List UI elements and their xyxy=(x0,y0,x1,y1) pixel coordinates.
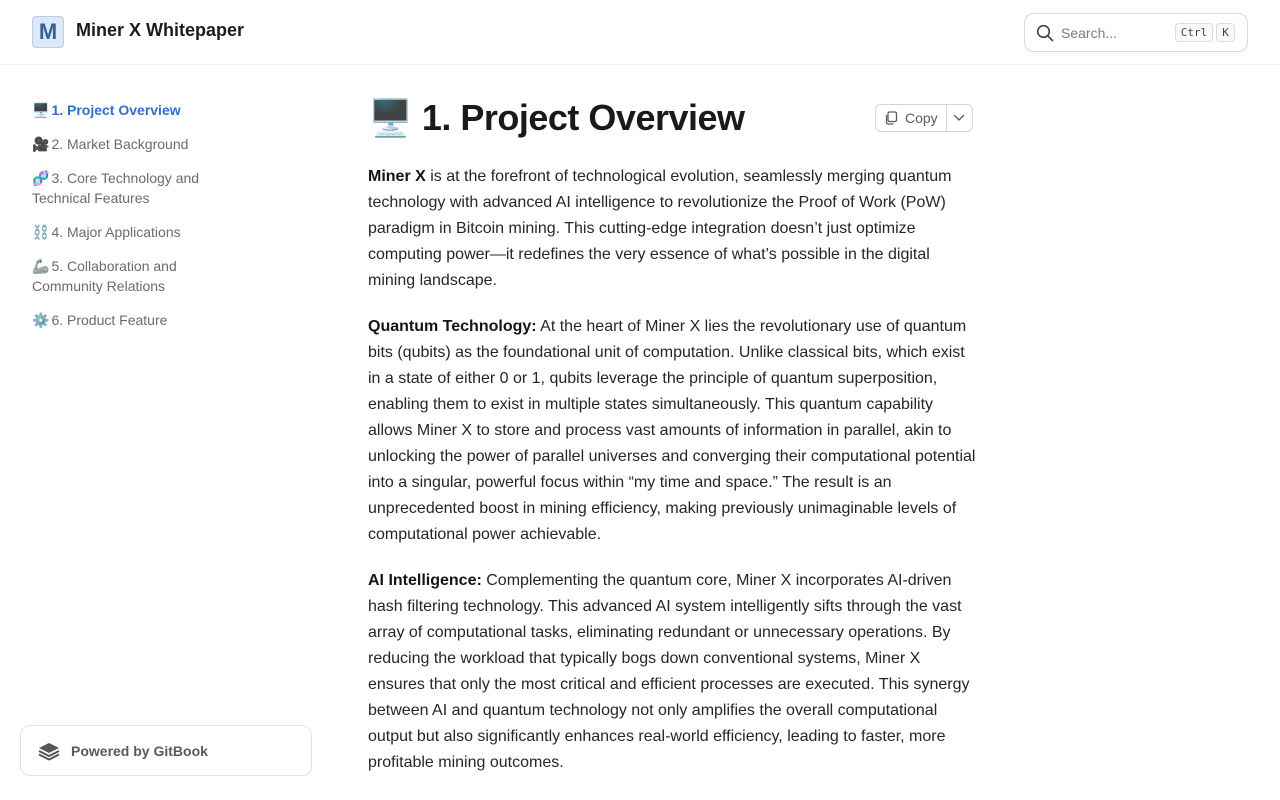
copy-options-dropdown[interactable] xyxy=(947,105,972,131)
paragraph-lead: Miner X xyxy=(368,168,426,185)
sidebar-item-label: 2. Market Background xyxy=(51,136,189,152)
video-camera-icon: 🎥 xyxy=(32,136,50,152)
sidebar-item-collaboration[interactable] xyxy=(32,256,212,296)
paragraph-quantum-technology xyxy=(368,314,978,548)
powered-by-label: Powered by GitBook xyxy=(71,743,208,759)
search-icon xyxy=(1036,24,1054,42)
page-title-text: 1. Project Overview xyxy=(421,97,745,138)
chain-icon: ⛓️ xyxy=(32,224,50,240)
search-placeholder: Search... xyxy=(1061,25,1118,41)
dna-icon: 🧬 xyxy=(32,170,50,186)
mechanical-arm-icon: 🦾 xyxy=(32,258,50,274)
monitor-icon: 🖥️ xyxy=(368,97,413,138)
site-title[interactable]: Miner X Whitepaper xyxy=(76,20,245,40)
main-content xyxy=(368,96,978,776)
sidebar-item-major-applications[interactable] xyxy=(32,222,212,242)
paragraph-lead: AI Intelligence: xyxy=(368,572,482,589)
sidebar-item-label: 3. Core Technology and Technical Features xyxy=(32,170,200,206)
sidebar-item-core-technology[interactable] xyxy=(32,168,212,208)
top-header xyxy=(0,0,1280,65)
paragraph-ai-intelligence xyxy=(368,568,978,776)
gitbook-logo-icon xyxy=(37,740,61,762)
shortcut-k-key: K xyxy=(1216,23,1235,42)
paragraph-text: Complementing the quantum core, Miner X incorporates AI-driven hash filtering technology. This advanced AI system intelligently sifts through the vast array of computational tasks, eliminating redundant or unnecessary operations. By reducing the workload that typically bogs down conventional systems, Miner X ensures that only the most critical and efficient processes are executed. This synergy between AI and quantum technology not only amplifies the overall computational output but also significantly enhances real-world efficiency, leading to faster, more profitable mining outcomes. xyxy=(368,572,970,771)
paragraph-miner-x xyxy=(368,164,978,294)
powered-by-gitbook-link[interactable] xyxy=(20,725,312,776)
paragraph-text: At the heart of Miner X lies the revolutionary use of quantum bits (qubits) as the foundational unit of computation. Unlike classical bits, which exist in a state of either 0 or 1, qubits leverage the principle of quantum superposition, enabling them to exist in multiple states simultaneously. This quantum capability allows Miner X to store and process vast amounts of information in parallel, akin to unlocking the power of parallel universes and converging their computational potential into a singular, powerful focus within “my time and space.” The result is an unprecedented boost in mining efficiency, making previously unimaginable levels of computational power achievable. xyxy=(368,318,976,543)
chevron-down-icon xyxy=(953,114,965,122)
copy-icon xyxy=(884,111,898,125)
paragraph-lead: Quantum Technology: xyxy=(368,318,537,335)
copy-button-group xyxy=(875,104,973,132)
sidebar-nav xyxy=(32,100,212,344)
copy-button-label: Copy xyxy=(905,110,938,126)
paragraph-text: is at the forefront of technological evolution, seamlessly merging quantum technology with advanced AI intelligence to revolutionize the Proof of Work (PoW) paradigm in Bitcoin mining. This cutting-edge integration doesn’t just optimize computing power—it redefines the very essence of what’s possible in the digital mining landscape. xyxy=(368,168,952,289)
site-logo[interactable]: M xyxy=(32,16,64,48)
monitor-icon: 🖥️ xyxy=(32,102,50,118)
sidebar-item-project-overview[interactable] xyxy=(32,100,212,120)
shortcut-ctrl-key: Ctrl xyxy=(1175,23,1213,42)
copy-button[interactable] xyxy=(876,105,947,131)
sidebar-item-label: 6. Product Feature xyxy=(51,312,168,328)
sidebar-item-label: 1. Project Overview xyxy=(51,102,181,118)
gear-icon: ⚙️ xyxy=(32,312,50,328)
sidebar-item-product-feature[interactable] xyxy=(32,310,212,330)
article-body xyxy=(368,164,978,776)
sidebar-item-label: 4. Major Applications xyxy=(51,224,181,240)
search-box[interactable] xyxy=(1024,13,1248,52)
sidebar-item-label: 5. Collaboration and Community Relations xyxy=(32,258,177,294)
sidebar-item-market-background[interactable] xyxy=(32,134,212,154)
page-title xyxy=(368,96,745,140)
page-header xyxy=(368,96,978,146)
